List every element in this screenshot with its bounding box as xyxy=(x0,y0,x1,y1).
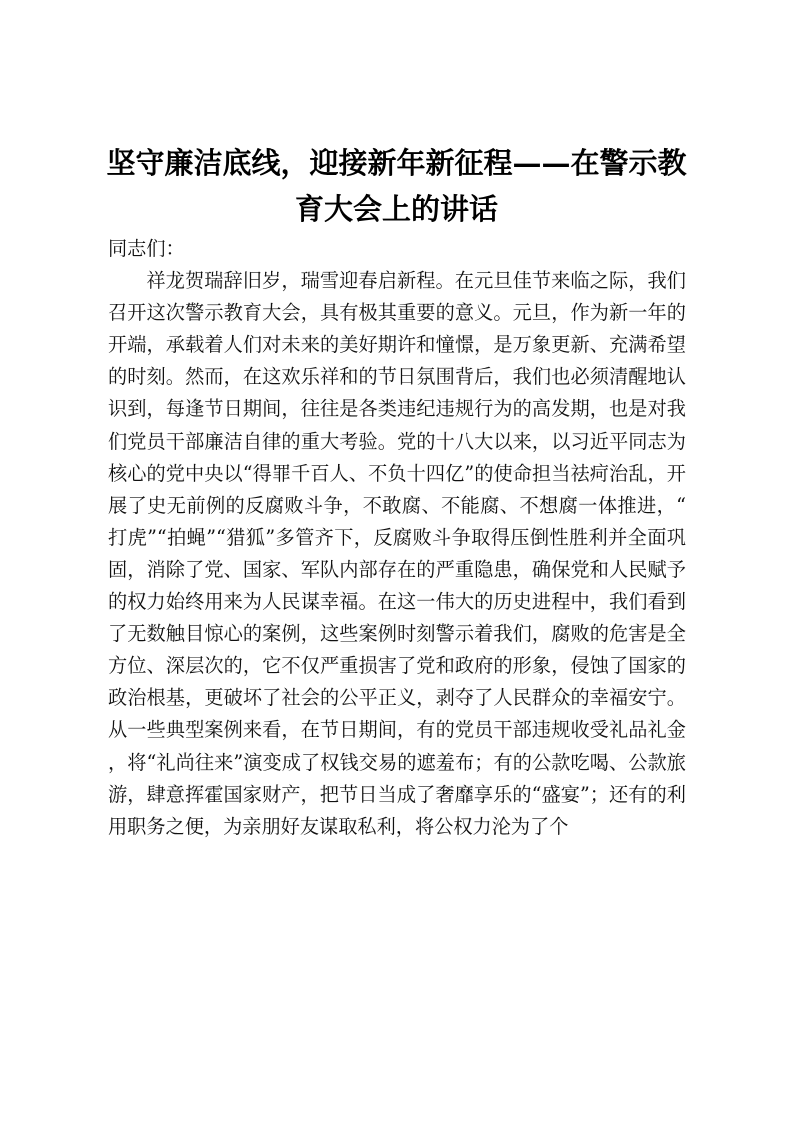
body-paragraph: 祥龙贺瑞辞旧岁，瑞雪迎春启新程。在元旦佳节来临之际，我们召开这次警示教育大会，具有极其重要的意义。元旦，作为新一年的开端，承载着人们对未来的美好期许和憧憬，是万象更新、充满希望的时刻。然而，在这欢乐祥和的节日氛围背后，我们也必须清醒地认识到，每逢节日期间，往往是各类违纪违规行为的高发期，也是对我们党员干部廉洁自律的重大考验。党的十八大以来，以习近平同志为核心的党中央以“得罪千百人、不负十四亿”的使命担当祛疴治乱，开展了史无前例的反腐败斗争，不敢腐、不能腐、不想腐一体推进，“打虎”“拍蝇”“猎狐”多管齐下，反腐败斗争取得压倒性胜利并全面巩固，消除了党、国家、军队内部存在的严重隐患，确保党和人民赋予的权力始终用来为人民谋幸福。在这一伟大的历史进程中，我们看到了无数触目惊心的案例，这些案例时刻警示着我们，腐败的危害是全方位、深层次的，它不仅严重损害了党和政府的形象，侵蚀了国家的政治根基，更破坏了社会的公平正义，剥夺了人民群众的幸福安宁。从一些典型案例来看，在节日期间，有的党员干部违规收受礼品礼金，将“礼尚往来”演变成了权钱交易的遮羞布；有的公款吃喝、公款旅游，肆意挥霍国家财产，把节日当成了奢靡享乐的“盛宴”；还有的利用职务之便，为亲朋好友谋取私利，将公权力沦为了个 xyxy=(108,269,686,838)
salutation: 同志们： xyxy=(108,237,185,260)
document-title: 坚守廉洁底线，迎接新年新征程——在警示教育大会上的讲话 xyxy=(106,146,687,226)
document-body xyxy=(108,233,686,843)
